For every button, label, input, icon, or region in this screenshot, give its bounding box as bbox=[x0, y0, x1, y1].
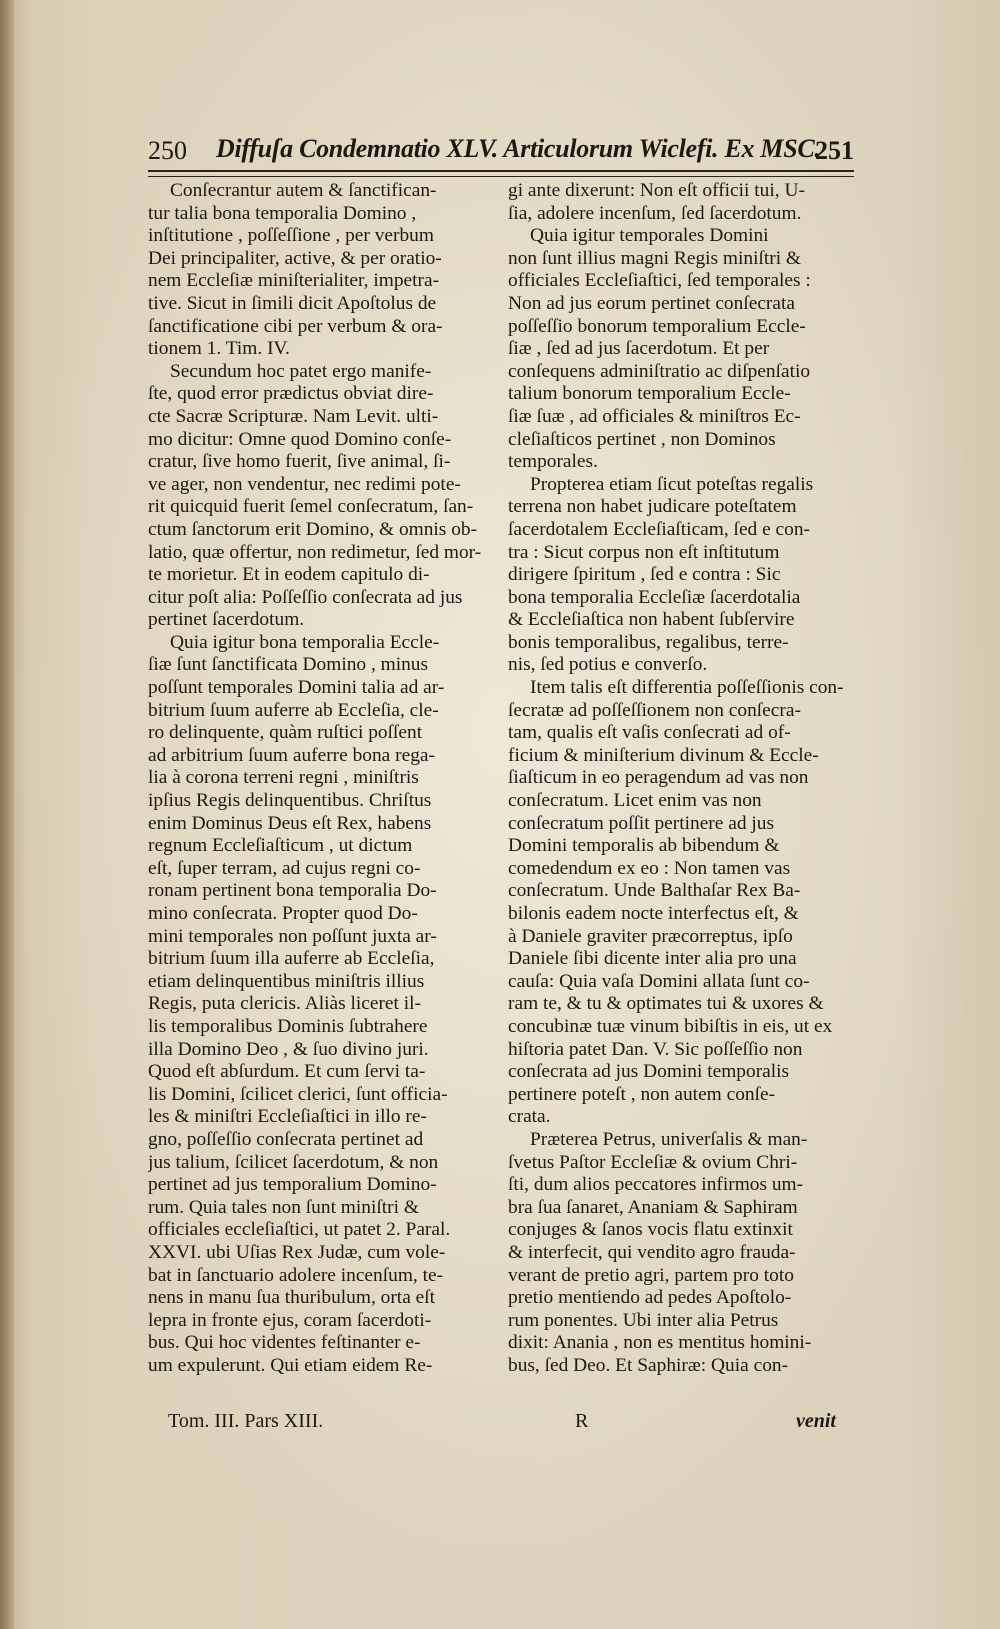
text-line: ſacerdotalem Eccleſiaſticam, ſed e con- bbox=[508, 518, 811, 540]
text-line: gno, poſſeſſio conſecrata pertinet ad bbox=[148, 1128, 424, 1150]
page-number-left: 250 bbox=[148, 136, 187, 165]
text-line: mini temporales non poſſunt juxta ar- bbox=[148, 925, 437, 947]
text-line: Item talis eſt differentia poſſeſſionis con- bbox=[530, 677, 844, 699]
text-line: conſecratum. Unde Balthaſar Rex Ba- bbox=[508, 880, 801, 902]
text-line: gi ante dixerunt: Non eſt officii tui, U- bbox=[508, 180, 805, 201]
text-line: te morietur. Et in eodem capitulo di- bbox=[148, 564, 430, 586]
text-line: mino conſecrata. Propter quod Do- bbox=[148, 903, 418, 924]
text-line: bilonis eadem nocte interfectus eſt, & bbox=[508, 903, 799, 924]
text-line: Non ad jus eorum pertinet conſecrata bbox=[508, 292, 795, 314]
text-line: ronam pertinent bona temporalia Do- bbox=[148, 880, 437, 902]
text-line: ſiæ , ſed ad jus ſacerdotum. Et per bbox=[508, 338, 770, 360]
text-line: hiſtoria patet Dan. V. Sic poſſeſſio non bbox=[508, 1038, 803, 1060]
text-line: cte Sacræ Scripturæ. Nam Levit. ulti- bbox=[148, 405, 439, 427]
text-line: concubinæ tuæ vinum bibiſtis in eis, ut ex bbox=[508, 1015, 833, 1037]
text-line: dixit: Anania , non es mentitus homini- bbox=[508, 1332, 812, 1354]
text-line: ſanctificatione cibi per verbum & ora- bbox=[148, 315, 443, 337]
text-line: conſecratum. Licet enim vas non bbox=[508, 790, 762, 812]
text-line: um expulerunt. Qui etiam eidem Re- bbox=[148, 1354, 433, 1376]
text-line: illa Domino Deo , & ſuo divino juri. bbox=[148, 1038, 429, 1060]
text-line: ſecratæ ad poſſeſſionem non conſecra- bbox=[508, 699, 801, 721]
text-line: cauſa: Quia vaſa Domini allata ſunt co- bbox=[508, 970, 810, 992]
text-line: eſt, ſuper terram, ad cujus regni co- bbox=[148, 857, 421, 879]
page-number-right: 251 bbox=[815, 136, 854, 165]
text-line: nis, ſed potius e converſo. bbox=[508, 654, 708, 676]
text-line: rum. Quia tales non ſunt miniſtri & bbox=[148, 1196, 419, 1218]
text-line: ad arbitrium ſuum auferre bona rega- bbox=[148, 744, 435, 766]
text-line: Dei principaliter, active, & per oratio- bbox=[148, 247, 442, 269]
text-line: nem Eccleſiæ miniſterialiter, impetra- bbox=[148, 270, 440, 292]
text-line: bra ſua ſanaret, Ananiam & Saphiram bbox=[508, 1196, 798, 1218]
left-column bbox=[148, 180, 490, 1377]
text-line: pertinere poteſt , non autem conſe- bbox=[508, 1083, 776, 1105]
text-line: regnum Eccleſiaſticum , ut dictum bbox=[148, 835, 413, 857]
text-line: & interfecit, qui vendito agro frauda- bbox=[508, 1241, 796, 1263]
text-line: crata. bbox=[508, 1106, 551, 1128]
text-line: bitrium ſuum illa auferre ab Eccleſia, bbox=[148, 948, 435, 970]
text-line: etiam delinquentibus miniſtris illius bbox=[148, 970, 425, 992]
text-line: conjuges & ſanos vocis flatu extinxit bbox=[508, 1219, 793, 1241]
text-line: les & miniſtri Eccleſiaſtici in illo re- bbox=[148, 1106, 427, 1128]
text-line: ipſius Regis delinquentibus. Chriſtus bbox=[148, 790, 432, 812]
text-line: inſtitutione , poſſeſſione , per verbum bbox=[148, 225, 434, 247]
text-line: cleſiaſticos pertinet , non Dominos bbox=[508, 428, 776, 450]
text-line: poſſunt temporales Domini talia ad ar- bbox=[148, 677, 445, 699]
text-line: Quia igitur bona temporalia Eccle- bbox=[170, 631, 440, 653]
text-line: latio, quæ offertur, non redimetur, ſed mor- bbox=[148, 541, 482, 563]
running-header bbox=[148, 134, 854, 168]
text-line: bus. Qui hoc videntes feſtinanter e- bbox=[148, 1332, 421, 1354]
text-line: Quod eſt abſurdum. Et cum ſervi ta- bbox=[148, 1061, 426, 1083]
text-line: à Daniele graviter præcorreptus, ipſo bbox=[508, 925, 793, 947]
right-column bbox=[508, 180, 850, 1377]
text-line: jus talium, ſcilicet ſacerdotum, & non bbox=[148, 1151, 439, 1173]
text-line: ſiæ ſunt ſanctificata Domino , minus bbox=[148, 654, 429, 676]
catchword: venit bbox=[796, 1410, 836, 1432]
gathering-letter: R bbox=[575, 1410, 589, 1432]
text-line: rum ponentes. Ubi inter alia Petrus bbox=[508, 1309, 779, 1331]
text-line: rit quicquid fuerit ſemel conſecratum, ſan- bbox=[148, 496, 474, 518]
text-line: non ſunt illius magni Regis miniſtri & bbox=[508, 247, 802, 269]
text-line: Conſecrantur autem & ſanctifican- bbox=[170, 180, 437, 201]
text-line: Præterea Petrus, univerſalis & man- bbox=[530, 1128, 808, 1150]
text-line: comedendum ex eo : Non tamen vas bbox=[508, 857, 791, 879]
text-line: pretio mentiendo ad pedes Apoſtolo- bbox=[508, 1287, 792, 1309]
header-rule bbox=[148, 170, 854, 177]
text-line: Secundum hoc patet ergo manife- bbox=[170, 360, 432, 382]
text-line: conſequens adminiſtratio ac diſpenſatio bbox=[508, 360, 811, 382]
text-line: citur poſt alia: Poſſeſſio conſecrata ad jus bbox=[148, 586, 463, 608]
text-line: temporales. bbox=[508, 451, 598, 473]
text-line: pertinet ſacerdotum. bbox=[148, 609, 305, 631]
text-line: ctum ſanctorum erit Domino, & omnis ob- bbox=[148, 518, 478, 540]
text-line: ro delinquente, quàm ruſtici poſſent bbox=[148, 722, 423, 744]
text-line: lia à corona terreni regni , miniſtris bbox=[148, 767, 419, 789]
text-line: officiales Eccleſiaſtici, ſed temporales : bbox=[508, 270, 811, 292]
text-line: tam, qualis eſt vaſis conſecrati ad of- bbox=[508, 722, 791, 744]
text-line: lis Domini, ſcilicet clerici, ſunt officia- bbox=[148, 1083, 448, 1105]
text-line: Quia igitur temporales Domini bbox=[530, 225, 769, 247]
text-line: Propterea etiam ſicut poteſtas regalis bbox=[530, 473, 814, 495]
text-line: bat in ſanctuario adolere incenſum, te- bbox=[148, 1264, 444, 1286]
text-line: ſia, adolere incenſum, ſed ſacerdotum. bbox=[508, 202, 802, 224]
text-line: ram te, & tu & optimates tui & uxores & bbox=[508, 993, 824, 1015]
text-line: dirigere ſpiritum , ſed e contra : Sic bbox=[508, 564, 781, 586]
text-line: terrena non habet judicare poteſtatem bbox=[508, 496, 797, 518]
text-line: verant de pretio agri, partem pro toto bbox=[508, 1264, 794, 1286]
signature-mark: Tom. III. Pars XIII. bbox=[168, 1410, 324, 1432]
text-line: ſti, dum alios peccatores infirmos um- bbox=[508, 1174, 804, 1196]
text-line: cratur, ſive homo fuerit, ſive animal, ſi- bbox=[148, 451, 451, 473]
text-line: nens in manu ſua thuribulum, orta eſt bbox=[148, 1287, 436, 1309]
text-line: enim Dominus Deus eſt Rex, habens bbox=[148, 812, 432, 834]
text-line: bonis temporalibus, regalibus, terre- bbox=[508, 631, 789, 653]
text-line: mo dicitur: Omne quod Domino conſe- bbox=[148, 428, 452, 450]
text-line: tionem 1. Tim. IV. bbox=[148, 338, 290, 360]
text-line: ſte, quod error prædictus obviat dire- bbox=[148, 383, 434, 405]
text-line: ve ager, non vendentur, nec redimi pote- bbox=[148, 473, 461, 495]
text-line: ſiaſticum in eo peragendum ad vas non bbox=[508, 767, 809, 789]
text-line: officiales eccleſiaſtici, ut patet 2. Paral. bbox=[148, 1219, 451, 1241]
text-line: talium bonorum temporalium Eccle- bbox=[508, 383, 791, 405]
text-line: tive. Sicut in ſimili dicit Apoſtolus de bbox=[148, 292, 437, 314]
text-line: pertinet ad jus temporalium Domino- bbox=[148, 1174, 437, 1196]
text-line: lepra in fronte ejus, coram ſacerdoti- bbox=[148, 1309, 432, 1331]
text-line: bona temporalia Eccleſiæ ſacerdotalia bbox=[508, 586, 801, 608]
text-line: lis temporalibus Dominis ſubtrahere bbox=[148, 1015, 428, 1037]
text-line: bus, ſed Deo. Et Saphiræ: Quia con- bbox=[508, 1354, 789, 1376]
text-line: Daniele ſibi dicente inter alia pro una bbox=[508, 948, 797, 970]
text-line: Domini temporalis ab bibendum & bbox=[508, 835, 780, 857]
text-line: & Eccleſiaſtica non habent ſubſervire bbox=[508, 609, 795, 631]
text-line: ficium & miniſterium divinum & Eccle- bbox=[508, 744, 819, 766]
text-line: poſſeſſio bonorum temporalium Eccle- bbox=[508, 315, 806, 337]
text-line: tra : Sicut corpus non eſt inſtitutum bbox=[508, 541, 780, 563]
text-line: tur talia bona temporalia Domino , bbox=[148, 202, 417, 224]
text-line: conſecratum poſſit pertinere ad jus bbox=[508, 812, 774, 834]
text-line: Regis, puta clericis. Aliàs liceret il- bbox=[148, 993, 422, 1015]
running-title: Diffuſa Condemnatio XLV. Articulorum Wiclefi. Ex MSC. bbox=[216, 134, 821, 163]
binding-edge bbox=[0, 0, 14, 1629]
text-line: conſecrata ad jus Domini temporalis bbox=[508, 1061, 790, 1083]
text-line: bitrium ſuum auferre ab Eccleſia, cle- bbox=[148, 699, 439, 721]
text-line: ſiæ ſuæ , ad officiales & miniſtros Ec- bbox=[508, 405, 801, 427]
text-line: ſvetus Paſtor Eccleſiæ & ovium Chri- bbox=[508, 1151, 798, 1173]
text-line: XXVI. ubi Uſias Rex Judæ, cum vole- bbox=[148, 1241, 446, 1263]
